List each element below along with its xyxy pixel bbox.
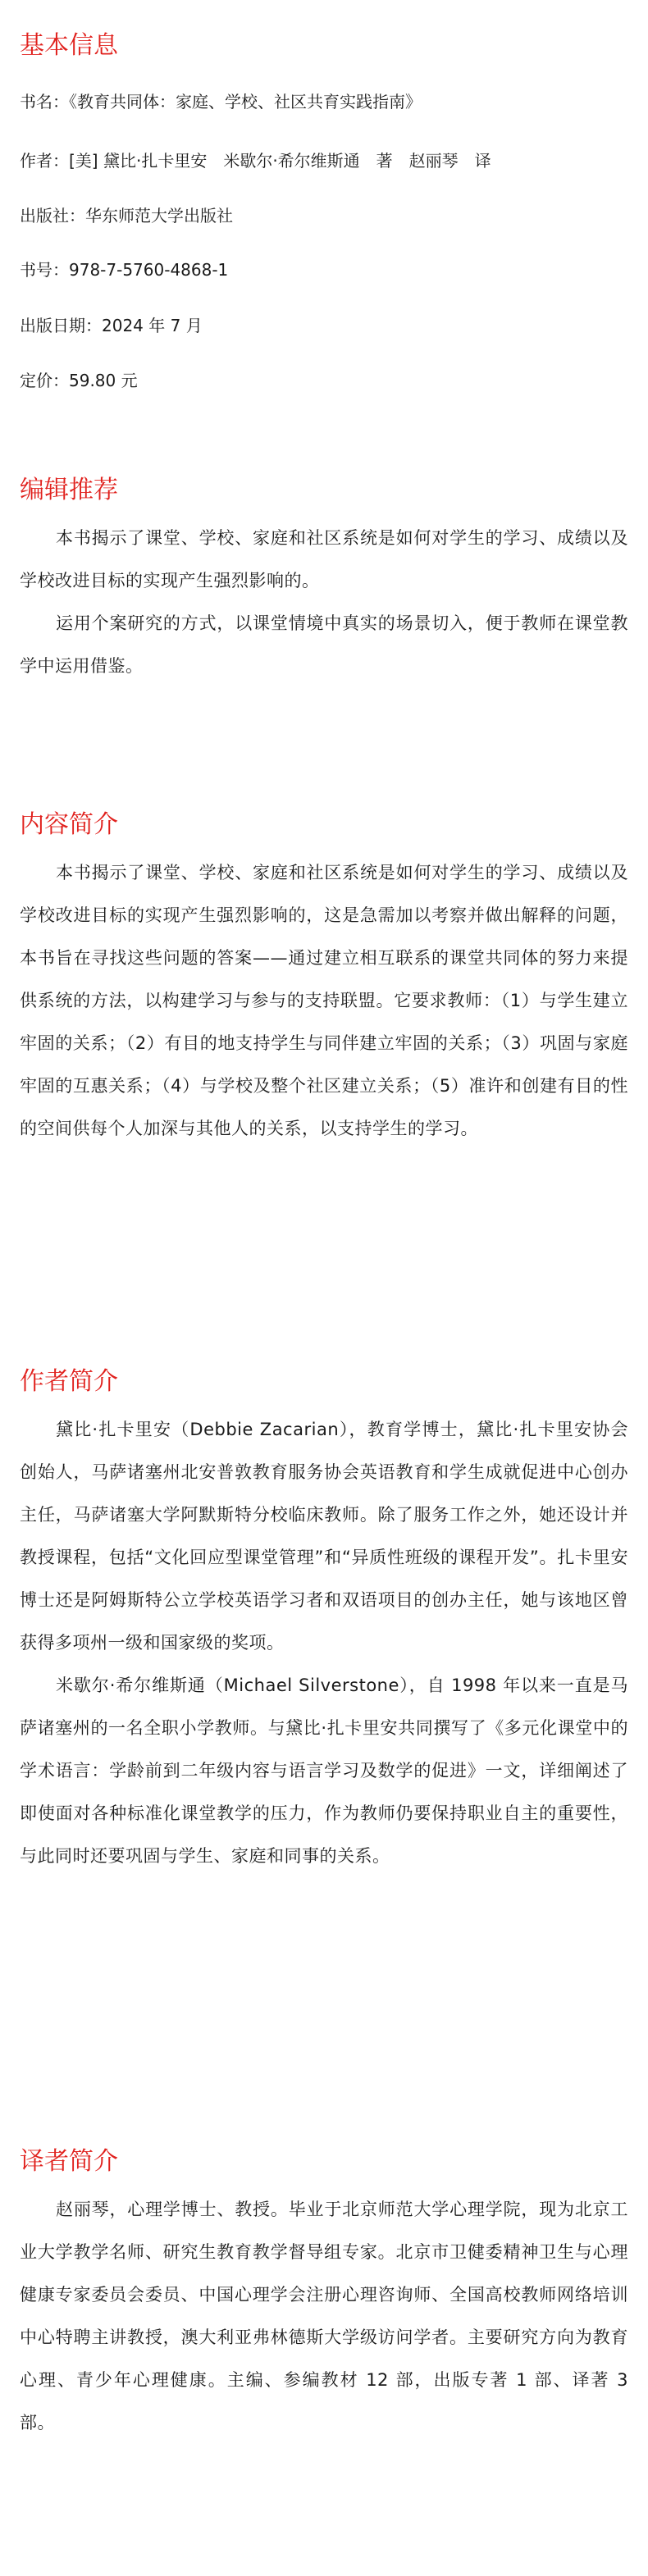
book-author: 作者：[美] 黛比·扎卡里安 米歇尔·希尔维斯通 著 赵丽琴 译 — [20, 151, 491, 171]
author-intro-body — [20, 1408, 628, 1877]
editor-recommendation-section — [20, 476, 628, 687]
book-publisher: 出版社：华东师范大学出版社 — [20, 206, 233, 226]
translator-intro-title: 译者简介 — [20, 2147, 118, 2176]
editor-recommendation-paragraph: 运用个案研究的方式，以课堂情境中真实的场景切入，便于教师在课堂教学中运用借鉴。 — [20, 613, 628, 676]
summary-section — [20, 810, 628, 1150]
editor-recommendation-title: 编辑推荐 — [20, 476, 118, 504]
author-intro-title: 作者简介 — [20, 1367, 118, 1396]
editor-recommendation-paragraph: 本书揭示了课堂、学校、家庭和社区系统是如何对学生的学习、成绩以及学校改进目标的实现产生强烈影响的。 — [20, 528, 628, 590]
book-price: 定价：59.80 元 — [20, 371, 138, 390]
book-isbn: 书号：978-7-5760-4868-1 — [20, 260, 229, 280]
translator-intro-paragraph: 赵丽琴，心理学博士、教授。毕业于北京师范大学心理学院，现为北京工业大学教学名师、研究生教育教学督导组专家。北京市卫健委精神卫生与心理健康专家委员会委员、中国心理学会注册心理咨询师、全国高校教师网络培训中心特聘主讲教授，澳大利亚弗林德斯大学级访问学者。主要研究方向为教育心理、青少年心理健康。主编、参编教材 12 部，出版专著 1 部、译著 3 部。 — [20, 2200, 628, 2432]
editor-recommendation-body — [20, 517, 628, 687]
translator-intro-section — [20, 2147, 628, 2444]
basic-info-section — [20, 31, 628, 390]
author-intro-paragraph: 黛比·扎卡里安（Debbie Zacarian），教育学博士，黛比·扎卡里安协会创始人，马萨诸塞州北安普敦教育服务协会英语教育和学生成就促进中心创办主任，马萨诸塞大学阿默斯特分校临床教师。除了服务工作之外，她还设计并教授课程，包括“文化回应型课堂管理”和“异质性班级的课程开发”。扎卡里安博士还是阿姆斯特公立学校英语学习者和双语项目的创办主任，她与该地区曾获得多项州一级和国家级的奖项。 — [20, 1420, 628, 1653]
book-name: 书名：《教育共同体：家庭、学校、社区共育实践指南》 — [20, 92, 422, 112]
summary-body — [20, 851, 628, 1150]
basic-info-title: 基本信息 — [20, 31, 118, 60]
summary-title: 内容简介 — [20, 810, 118, 839]
author-intro-paragraph: 米歇尔·希尔维斯通（Michael Silverstone），自 1998 年以来一直是马萨诸塞州的一名全职小学教师。与黛比·扎卡里安共同撰写了《多元化课堂中的学术语言：学龄前到二年级内容与语言学习及数学的促进》一文，详细阐述了即使面对各种标准化课堂教学的压力，作为教师仍要保持职业自主的重要性，与此同时还要巩固与学生、家庭和同事的关系。 — [20, 1676, 628, 1866]
translator-intro-body — [20, 2188, 628, 2444]
summary-paragraph: 本书揭示了课堂、学校、家庭和社区系统是如何对学生的学习、成绩以及学校改进目标的实现产生强烈影响的，这是急需加以考察并做出解释的问题，本书旨在寻找这些问题的答案——通过建立相互联系的课堂共同体的努力来提供系统的方法，以构建学习与参与的支持联盟。它要求教师：（1）与学生建立牢固的关系；（2）有目的地支持学生与同伴建立牢固的关系；（3）巩固与家庭牢固的互惠关系；（4）与学校及整个社区建立关系；（5）准许和创建有目的性的空间供每个人加深与其他人的关系，以支持学生的学习。 — [20, 863, 628, 1138]
book-pub-date: 出版日期：2024 年 7 月 — [20, 316, 203, 335]
author-intro-section — [20, 1367, 628, 1877]
